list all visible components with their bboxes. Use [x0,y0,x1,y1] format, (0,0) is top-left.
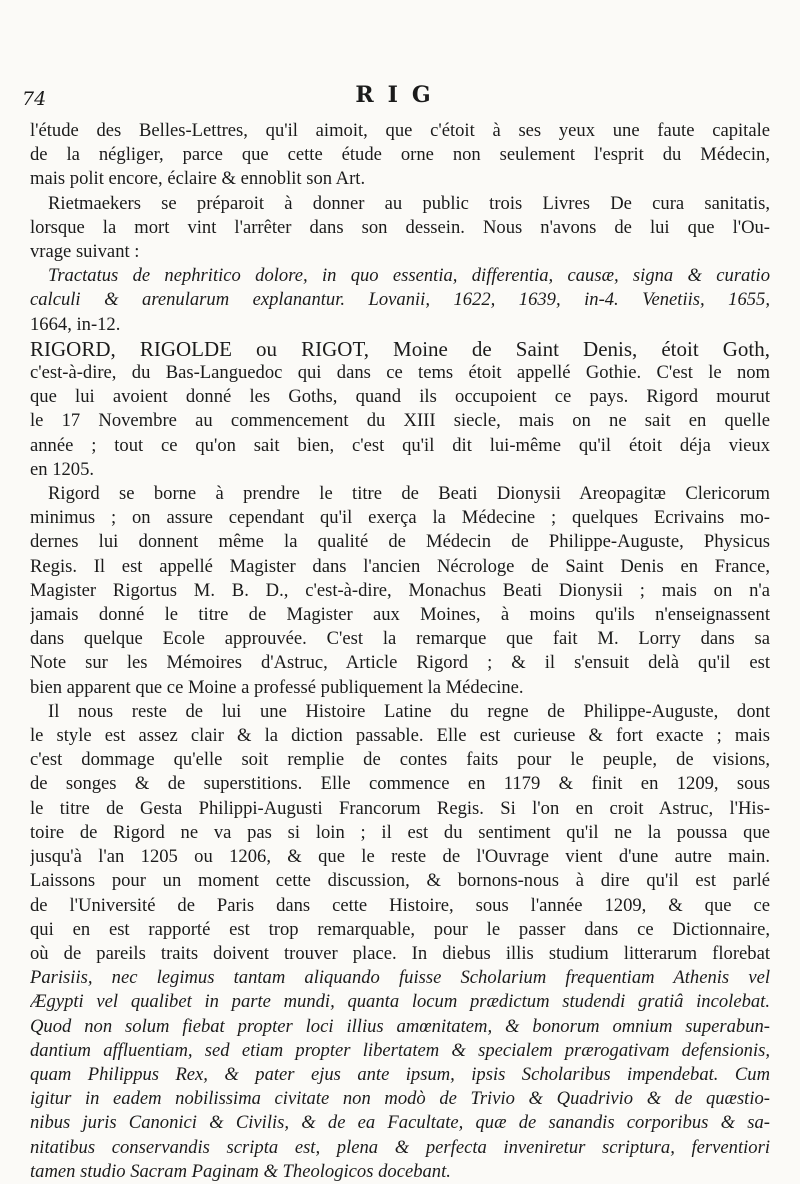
text-line: c'est-à-dire, du Bas-Languedoc qui dans ce tems étoit appellé Gothie. C'est le nom [30,362,770,384]
text-line: nitatibus conservandis scripta est, plena & perfecta inveniretur scriptura, ferventiori [30,1136,770,1158]
text-line: Rigord se borne à prendre le titre de Beati Dionysii Areopagitæ Clericorum [48,483,770,505]
text-line: Il nous reste de lui une Histoire Latine du regne de Philippe-Auguste, dont [48,700,770,722]
text-line: le 17 Novembre au commencement du XIII siecle, mais on ne sait en quelle [30,410,770,432]
text-line: le style est assez clair & la diction passable. Elle est curieuse & fort exacte ; mais [30,725,770,747]
text-line: 1664, in-12. [30,313,121,335]
text-line: dans quelque Ecole approuvée. C'est la remarque que fait M. Lorry dans sa [30,628,770,650]
text-line: en 1205. [30,458,95,480]
running-head: RIG [355,82,445,108]
text-line: Magister Rigortus M. B. D., c'est-à-dire, Monachus Beati Dionysii ; mais on n'a [30,579,770,601]
text-line: jusqu'à l'an 1205 ou 1206, & que le reste de l'Ouvrage vient d'une autre main. [30,846,770,868]
text-line: nibus juris Canonici & Civilis, & de ea Facultate, quæ de sanandis corporibus & sa- [30,1112,770,1134]
text-line: igitur in eadem nobilissima civitate non modò de Trivio & Quadrivio & de quæstio- [30,1088,770,1110]
text-line: jamais donné le titre de Magister aux Moines, à moins qu'ils n'enseignassent [30,604,770,626]
text-line: RIGORD, RIGOLDE ou RIGOT, Moine de Saint Denis, étoit Goth, [30,336,770,361]
text-line: minimus ; on assure cependant qu'il exerça la Médecine ; quelques Ecrivains mo- [30,507,770,529]
text-line: Ægypti vel qualibet in parte mundi, quanta locum prædictum studendi gratiâ incolebat. [30,991,770,1013]
text-line: bien apparent que ce Moine a professé publiquement la Médecine. [30,676,524,698]
text-line: Note sur les Mémoires d'Astruc, Article Rigord ; & il s'ensuit delà qu'il est [30,652,770,674]
text-line: de songes & de superstitions. Elle commence en 1179 & finit en 1209, sous [30,773,770,795]
page-number: 74 [22,88,47,110]
page-body [30,119,770,1184]
page-header [0,82,800,112]
text-line: Regis. Il est appellé Magister dans l'ancien Nécrologe de Saint Denis en France, [30,555,770,577]
text-line: c'est dommage qu'elle soit remplie de contes faits pour le peuple, de visions, [30,749,770,771]
text-line: qui en est rapporté est trop remarquable, pour le passer dans ce Dictionnaire, [30,918,770,940]
text-line: où de pareils traits doivent trouver place. In diebus illis studium litterarum florebat [30,942,770,964]
text-line: de l'Université de Paris dans cette Histoire, sous l'année 1209, & que ce [30,894,770,916]
text-line: tamen studio Sacram Paginam & Theologicos docebant. [30,1160,451,1182]
text-line: Tractatus de nephritico dolore, in quo essentia, differentia, causæ, signa & curatio [48,265,770,287]
text-line: mais polit encore, éclaire & ennoblit son Art. [30,168,366,190]
text-line: Parisiis, nec legimus tantam aliquando fuisse Scholarium frequentiam Athenis vel [30,967,770,989]
text-line: Rietmaekers se préparoit à donner au public trois Livres De cura sanitatis, [48,192,770,214]
text-line: quam Philippus Rex, & pater ejus ante ipsum, ipsis Scholaribus impendebat. Cum [30,1063,770,1085]
text-line: le titre de Gesta Philippi-Augusti Francorum Regis. Si l'on en croit Astruc, l'His- [30,797,770,819]
text-line: Laissons pour un moment cette discussion, & bornons-nous à dire qu'il est parlé [30,870,770,892]
text-line: dantium affluentiam, sed etiam propter libertatem & specialem prærogativam defensionis, [30,1039,770,1061]
text-line: de la négliger, parce que cette étude orne non seulement l'esprit du Médecin, [30,144,770,166]
text-line: l'étude des Belles-Lettres, qu'il aimoit, que c'étoit à ses yeux une faute capitale [30,120,770,141]
text-line: toire de Rigord ne va pas si loin ; il est du sentiment qu'il ne la poussa que [30,821,770,843]
text-line: Quod non solum fiebat propter loci illius amœnitatem, & bonorum omnium superabun- [30,1015,770,1037]
text-line: que lui avoient donné les Goths, quand ils occupoient ce pays. Rigord mourut [30,386,770,408]
text-line: lorsque la mort vint l'arrêter dans son dessein. Nous n'avons de lui que l'Ou- [30,216,770,238]
text-line: vrage suivant : [30,241,140,263]
text-line: dernes lui donnent même la qualité de Médecin de Philippe-Auguste, Physicus [30,531,770,553]
text-line: année ; tout ce qu'on sait bien, c'est qu'il dit lui-même qu'il étoit déja vieux [30,434,770,456]
text-line: calculi & arenularum explanantur. Lovanii, 1622, 1639, in-4. Venetiis, 1655, [30,289,770,311]
